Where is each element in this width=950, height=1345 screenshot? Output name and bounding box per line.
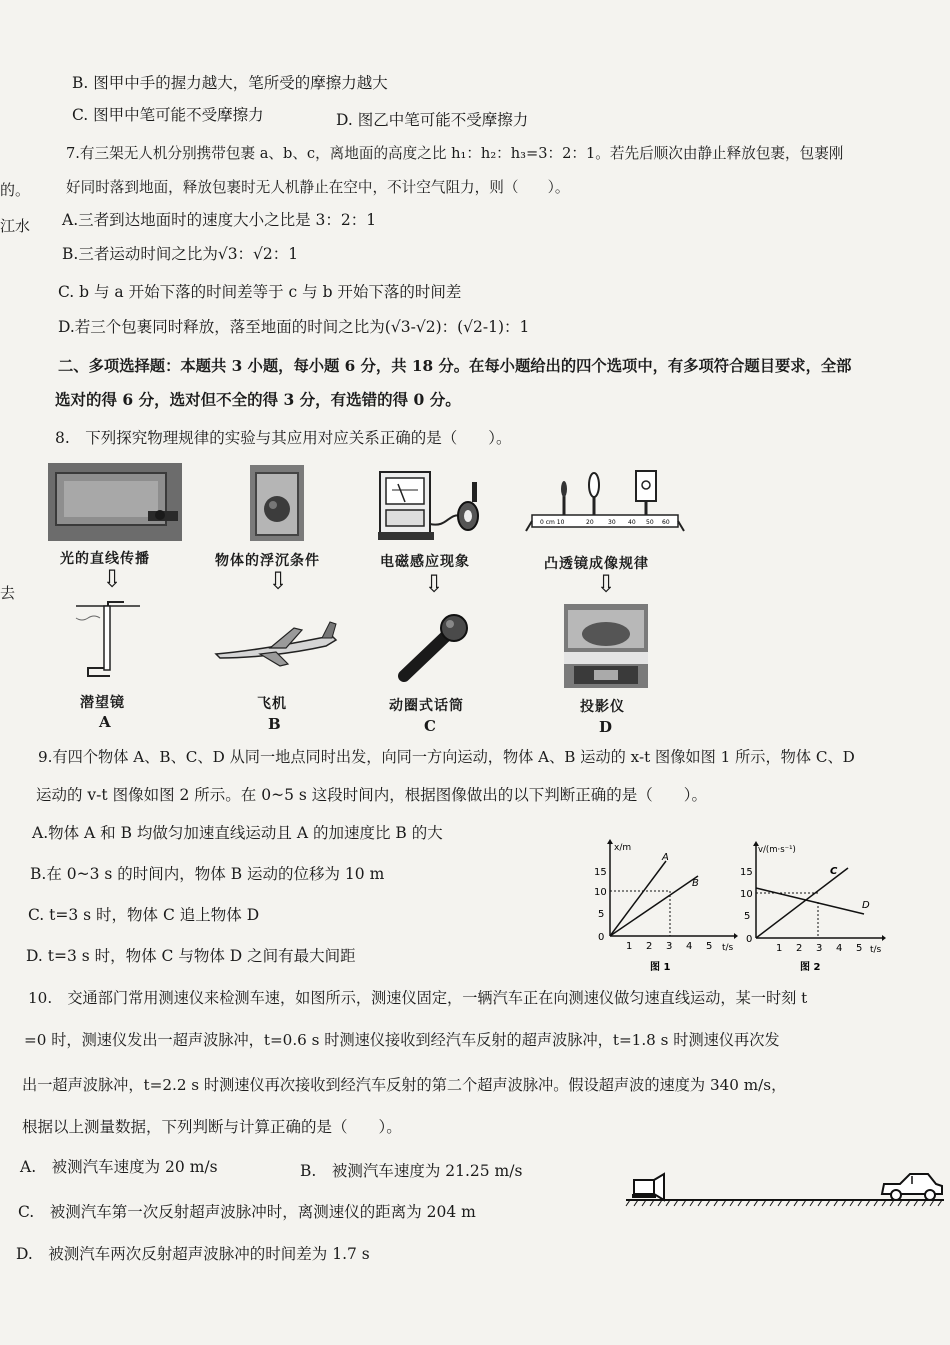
fig1-ytick-5: 5 xyxy=(598,909,605,920)
fig2-label-c: C xyxy=(830,866,838,877)
q10-option-b: B. 被测汽车速度为 21.25 m/s xyxy=(300,1162,523,1180)
q7-option-b: B.三者运动时间之比为√3：√2：1 xyxy=(62,245,299,263)
q9-option-c: C. t=3 s 时，物体 C 追上物体 D xyxy=(28,906,260,924)
q8-option-d-letter: D xyxy=(599,718,613,736)
fig1-ytick-15: 15 xyxy=(594,867,607,878)
arrow-down-icon: ⇩ xyxy=(596,570,617,598)
fig1-label-b: B xyxy=(692,878,699,889)
q8-option-c-letter: C xyxy=(424,717,436,735)
margin-fragment-3: 去 xyxy=(0,584,16,602)
fig2-xtick-3: 3 xyxy=(816,943,823,954)
fig2-y-label: v/(m·s⁻¹) xyxy=(758,845,796,855)
label-float-sink: 物体的浮沉条件 xyxy=(215,553,320,569)
projector-photo xyxy=(564,604,648,688)
fig2-label-d: D xyxy=(862,900,870,911)
ruler-tick-50: 50 xyxy=(646,519,654,526)
margin-fragment-2: 江水 xyxy=(0,217,31,235)
arrow-down-icon: ⇩ xyxy=(102,565,123,593)
convex-lens-optical-bench xyxy=(518,465,686,547)
microphone-photo xyxy=(392,614,474,684)
label-convex-lens: 凸透镜成像规律 xyxy=(544,556,649,572)
q8-stem: 8. 下列探究物理规律的实验与其应用对应关系正确的是（ ）。 xyxy=(55,429,512,447)
label-projector: 投影仪 xyxy=(580,699,625,715)
section-2-title: 二、多项选择题：本题共 3 小题，每小题 6 分，共 18 分。在每小题给出的四个选项中，有多项符合题目要求，全部 xyxy=(58,357,852,375)
fig1-xtick-3: 3 xyxy=(666,941,673,952)
fig1-x-label: t/s xyxy=(722,943,734,953)
q9-option-a: A.物体 A 和 B 均做匀加速直线运动且 A 的加速度比 B 的大 xyxy=(32,824,443,842)
fig2-line-d xyxy=(756,888,864,914)
fig2-ytick-0: 0 xyxy=(746,934,753,945)
q9-stem-line1: 9.有四个物体 A、B、C、D 从同一地点同时出发，向同一方向运动，物体 A、B 运动的 x-t 图像如图 1 所示，物体 C、D xyxy=(38,748,855,766)
fig1-line-a xyxy=(610,861,666,936)
fig1-label-a: A xyxy=(662,852,669,863)
fig1-xtick-1: 1 xyxy=(626,941,633,952)
ruler-tick-0: 0 cm 10 xyxy=(540,519,565,526)
fig1-ytick-10: 10 xyxy=(594,887,607,898)
light-propagation-photo xyxy=(48,463,182,541)
label-light-propagation: 光的直线传播 xyxy=(60,551,150,567)
airplane-drawing xyxy=(210,618,342,668)
q7-option-c: C. b 与 a 开始下落的时间差等于 c 与 b 开始下落的时间差 xyxy=(58,283,462,301)
fig1-y-label: x/m xyxy=(614,843,632,853)
ruler-tick-20: 20 xyxy=(586,519,594,526)
q6-option-c: C. 图甲中笔可能不受摩擦力 xyxy=(72,106,264,124)
margin-fragment-1: 的。 xyxy=(0,181,31,199)
car-icon xyxy=(882,1174,942,1200)
q10-stem-line3: 出一超声波脉冲，t=2.2 s 时测速仪再次接收到经汽车反射的第二个超声波脉冲。假设超声波的速度为 340 m/s， xyxy=(22,1076,787,1094)
q9-stem-line2: 运动的 v-t 图像如图 2 所示。在 0~5 s 这段时间内，根据图像做出的以下判断正确的是（ ）。 xyxy=(36,786,707,804)
fig2-xtick-1: 1 xyxy=(776,943,783,954)
ruler-tick-60: 60 xyxy=(662,519,670,526)
q10-stem-line2: =0 时，测速仪发出一超声波脉冲，t=0.6 s 时测速仪接收到经汽车反射的超声波脉冲，t=1.8 s 时测速仪再次发 xyxy=(24,1031,780,1049)
electromagnetic-induction-apparatus xyxy=(378,468,486,544)
q10-option-d: D. 被测汽车两次反射超声波脉冲的时间差为 1.7 s xyxy=(16,1245,370,1263)
periscope-drawing xyxy=(72,598,146,682)
fig1-line-b xyxy=(610,876,698,936)
q8-option-a-letter: A xyxy=(99,713,111,731)
fig2-xtick-4: 4 xyxy=(836,943,843,954)
q10-option-a: A. 被测汽车速度为 20 m/s xyxy=(20,1158,218,1176)
q9-option-b: B.在 0~3 s 的时间内，物体 B 运动的位移为 10 m xyxy=(30,865,385,883)
label-microphone: 动圈式话筒 xyxy=(389,698,464,714)
fig1-xtick-5: 5 xyxy=(706,941,713,952)
q10-option-c: C. 被测汽车第一次反射超声波脉冲时，离测速仪的距离为 204 m xyxy=(18,1203,476,1221)
fig2-ytick-10: 10 xyxy=(740,889,753,900)
speed-detector-diagram xyxy=(624,1168,946,1212)
ruler-tick-40: 40 xyxy=(628,519,636,526)
fig2-xtick-2: 2 xyxy=(796,943,803,954)
label-electromagnetic-induction: 电磁感应现象 xyxy=(380,554,470,570)
fig2-x-label: t/s xyxy=(870,945,882,955)
fig2-ytick-15: 15 xyxy=(740,867,753,878)
fig1-xtick-2: 2 xyxy=(646,941,653,952)
fig2-ytick-5: 5 xyxy=(744,911,751,922)
float-sink-photo xyxy=(250,465,304,541)
arrow-down-icon: ⇩ xyxy=(268,567,289,595)
speed-gun-icon xyxy=(634,1180,654,1194)
ruler-tick-30: 30 xyxy=(608,519,616,526)
arrow-down-icon: ⇩ xyxy=(424,570,445,598)
fig2-line-c xyxy=(756,868,848,938)
q7-stem-line1: 7.有三架无人机分别携带包裹 a、b、c，离地面的高度之比 h₁：h₂：h₃=3：2：1。若先后顺次由静止释放包裹，包裹刚 xyxy=(66,145,844,162)
q10-stem-line4: 根据以上测量数据，下列判断与计算正确的是（ ）。 xyxy=(22,1118,402,1136)
section-2-instructions: 选对的得 6 分，选对但不全的得 3 分，有选错的得 0 分。 xyxy=(55,390,461,409)
fig1-xtick-4: 4 xyxy=(686,941,693,952)
q10-stem-line1: 10. 交通部门常用测速仪来检测车速，如图所示，测速仪固定，一辆汽车正在向测速仪做匀速直线运动，某一时刻 t xyxy=(28,989,808,1007)
label-airplane: 飞机 xyxy=(257,696,287,712)
q6-option-b: B. 图甲中手的握力越大，笔所受的摩擦力越大 xyxy=(72,74,388,92)
figure-2-vt-graph xyxy=(738,838,888,978)
q9-option-d: D. t=3 s 时，物体 C 与物体 D 之间有最大间距 xyxy=(26,947,356,965)
q6-option-d: D. 图乙中笔可能不受摩擦力 xyxy=(336,111,529,129)
fig1-ytick-0: 0 xyxy=(598,932,605,943)
fig2-xtick-5: 5 xyxy=(856,943,863,954)
q8-option-b-letter: B xyxy=(268,715,281,733)
q7-stem-line2: 好同时落到地面，释放包裹时无人机静止在空中，不计空气阻力，则（ ）。 xyxy=(66,179,570,196)
fig2-caption: 图 2 xyxy=(800,962,821,973)
label-periscope: 潜望镜 xyxy=(80,695,125,711)
q7-option-d: D.若三个包裹同时释放，落至地面的时间之比为(√3-√2)：(√2-1)：1 xyxy=(58,318,530,336)
fig1-caption: 图 1 xyxy=(650,962,671,973)
q7-option-a: A.三者到达地面时的速度大小之比是 3：2：1 xyxy=(62,211,377,229)
figure-1-xt-graph xyxy=(588,836,738,976)
